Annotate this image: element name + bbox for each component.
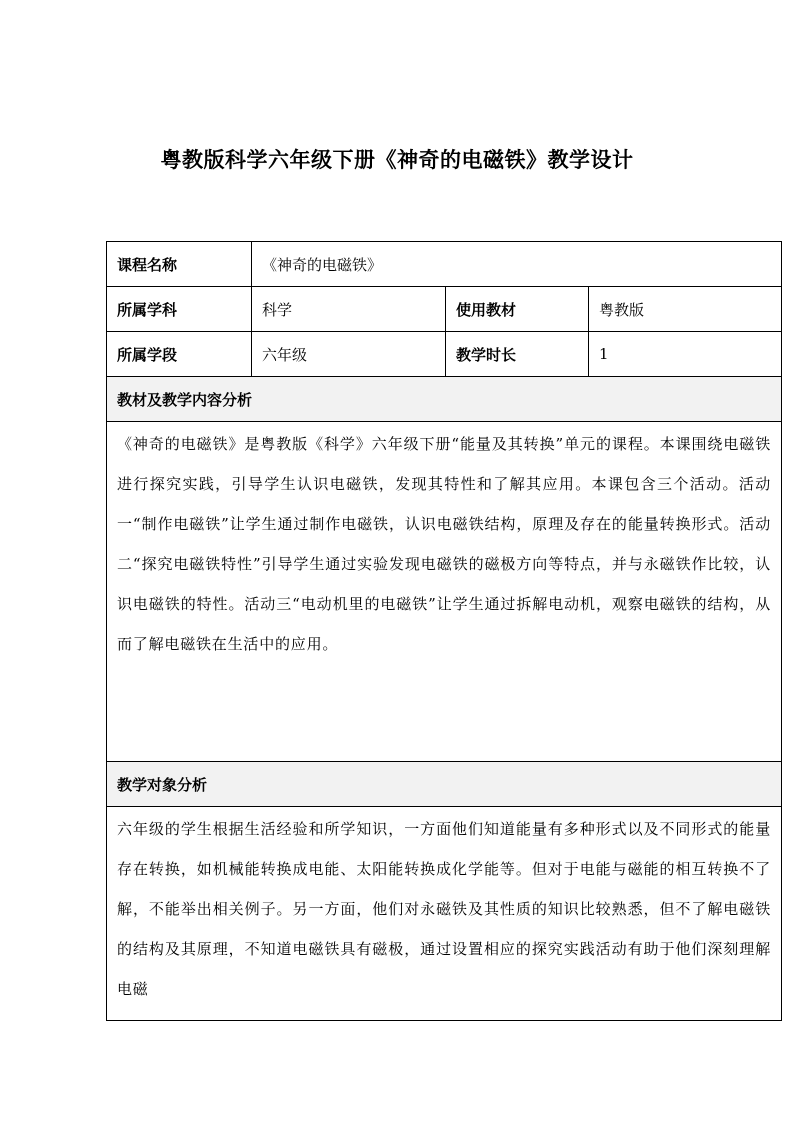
- student-analysis-body-row: [107, 807, 782, 1021]
- subject-value: 科学: [252, 287, 446, 332]
- student-analysis-heading-row: [107, 762, 782, 807]
- subject-label: 所属学科: [107, 287, 252, 332]
- grade-row: [107, 332, 782, 377]
- textbook-label: 使用教材: [446, 287, 589, 332]
- course-name-row: [107, 242, 782, 287]
- content-analysis-heading: 教材及教学内容分析: [107, 377, 782, 422]
- content-analysis-text: 《神奇的电磁铁》是粤教版《科学》六年级下册“能量及其转换”单元的课程。本课围绕电磁铁进行探究实践，引导学生认识电磁铁，发现其特性和了解其应用。本课包含三个活动。活动一“制作电磁铁”让学生通过制作电磁铁，认识电磁铁结构，原理及存在的能量转换形式。活动二“探究电磁铁特性”引导学生通过实验发现电磁铁的磁极方向等特点，并与永磁铁作比较，认识电磁铁的特性。活动三“电动机里的电磁铁”让学生通过拆解电动机，观察电磁铁的结构，从而了解电磁铁在生活中的应用。: [107, 422, 782, 762]
- grade-label: 所属学段: [107, 332, 252, 377]
- document-title: 粤教版科学六年级下册《神奇的电磁铁》教学设计: [160, 148, 634, 172]
- lesson-plan-table: [106, 241, 782, 1021]
- course-name-label: 课程名称: [107, 242, 252, 287]
- hours-label: 教学时长: [446, 332, 589, 377]
- textbook-value: 粤教版: [589, 287, 782, 332]
- student-analysis-heading: 教学对象分析: [107, 762, 782, 807]
- student-analysis-text: 六年级的学生根据生活经验和所学知识，一方面他们知道能量有多种形式以及不同形式的能量存在转换，如机械能转换成电能、太阳能转换成化学能等。但对于电能与磁能的相互转换不了解，不能举出相关例子。另一方面，他们对永磁铁及其性质的知识比较熟悉，但不了解电磁铁的结构及其原理，不知道电磁铁具有磁极，通过设置相应的探究实践活动有助于他们深刻理解电磁: [107, 807, 782, 1021]
- grade-value: 六年级: [252, 332, 446, 377]
- hours-value: 1: [589, 332, 782, 377]
- content-analysis-body-row: [107, 422, 782, 762]
- subject-row: [107, 287, 782, 332]
- content-analysis-heading-row: [107, 377, 782, 422]
- course-name-value: 《神奇的电磁铁》: [252, 242, 782, 287]
